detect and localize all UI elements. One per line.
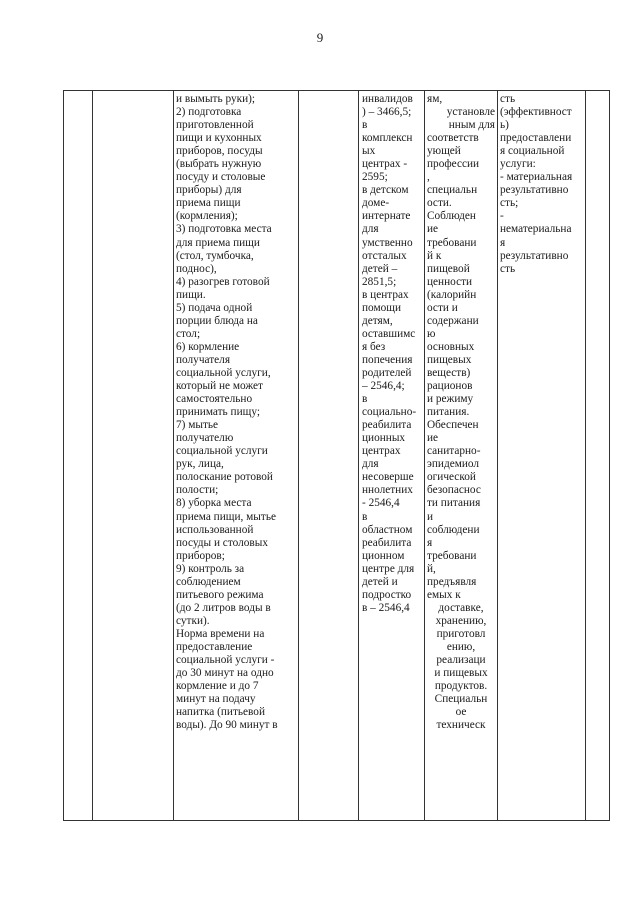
column-divider xyxy=(298,91,299,820)
text-line: социальной услуги - xyxy=(176,654,275,667)
text-line: приема пищи, мытье xyxy=(176,510,276,523)
text-line: пищевых xyxy=(427,353,472,366)
text-line: поднос), xyxy=(176,262,217,275)
text-line: 6) кормление xyxy=(176,340,240,353)
text-line: получателя xyxy=(176,353,231,366)
text-line: умственно xyxy=(362,236,413,249)
text-line: в центрах xyxy=(362,288,409,301)
text-line: воды). До 90 минут в xyxy=(176,719,278,732)
text-line: подростко xyxy=(362,588,412,601)
text-line: соответств xyxy=(427,132,479,145)
text-line: ) – 3466,5; xyxy=(362,106,412,119)
text-line: предъявля xyxy=(427,575,477,588)
text-line: я без xyxy=(362,340,386,353)
text-line: приборы) для xyxy=(176,184,242,197)
text-line: питания. xyxy=(427,406,470,419)
text-line: полости; xyxy=(176,484,219,497)
text-line: рационов xyxy=(427,380,473,393)
text-line: реализаци xyxy=(436,654,486,667)
text-line: ь) xyxy=(500,119,509,132)
text-line: комплексн xyxy=(362,132,413,145)
page-number: 9 xyxy=(316,30,324,45)
text-line: доме- xyxy=(362,197,390,210)
text-line: й к xyxy=(427,249,442,262)
text-line: для xyxy=(362,458,379,471)
text-line: 8) уборка места xyxy=(176,497,252,510)
text-line: для xyxy=(362,223,379,236)
text-line: 9) контроль за xyxy=(176,562,245,575)
text-line: - материальная xyxy=(500,171,573,184)
column-divider xyxy=(173,91,174,820)
text-line: приборов; xyxy=(176,549,225,562)
text-line: ценности xyxy=(427,275,473,288)
text-line: 2595; xyxy=(362,171,388,184)
text-line: социальной услуги, xyxy=(176,366,271,379)
text-line: техническ xyxy=(436,719,486,732)
text-line: попечения xyxy=(362,353,413,366)
text-line: детям, xyxy=(362,314,393,327)
text-line: пищевой xyxy=(427,262,470,275)
text-line: несоверше xyxy=(362,471,414,484)
text-line: основных xyxy=(427,340,475,353)
text-line: приема пищи xyxy=(176,197,241,210)
text-line: реабилита xyxy=(362,536,412,549)
column-divider xyxy=(585,91,586,820)
text-line: реабилита xyxy=(362,419,412,432)
text-line: ое xyxy=(455,706,467,719)
text-line: (стол, тумбочка, xyxy=(176,249,254,262)
text-line: (калорийн xyxy=(427,288,477,301)
text-line: предоставление xyxy=(176,640,253,653)
text-line: который не может xyxy=(176,380,263,393)
text-line: продуктов. xyxy=(434,680,488,693)
text-line: (выбрать нужную xyxy=(176,158,262,171)
text-line: нематериальна xyxy=(500,223,572,236)
text-line: в детском xyxy=(362,184,409,197)
text-line: приготовленной xyxy=(176,119,254,132)
text-line: самостоятельно xyxy=(176,393,253,406)
text-line: интернате xyxy=(362,210,411,223)
text-line: приготовл xyxy=(436,627,486,640)
text-line: (эффективност xyxy=(500,106,572,119)
text-line: полоскание ротовой xyxy=(176,471,273,484)
text-line: и вымыть руки); xyxy=(176,93,256,105)
text-line: ие xyxy=(427,432,439,445)
text-line: ости и xyxy=(427,301,458,314)
column-requirements xyxy=(427,93,495,732)
text-line: ению, xyxy=(446,640,476,653)
text-line: ие xyxy=(427,223,439,236)
text-line: родителей xyxy=(362,366,412,379)
text-line: напитка (питьевой xyxy=(176,706,266,719)
text-line: соблюдением xyxy=(176,575,241,588)
text-line: пищи. xyxy=(176,288,206,301)
text-line: требовани xyxy=(427,549,477,562)
text-line: порции блюда на xyxy=(176,314,258,327)
text-line: Специальн xyxy=(434,693,488,706)
text-line: Норма времени на xyxy=(176,627,265,640)
text-line: стол; xyxy=(176,327,201,340)
column-divider xyxy=(358,91,359,820)
text-line: детей – xyxy=(362,262,398,275)
text-line: доставке, xyxy=(438,601,484,614)
text-line: посуду и столовые xyxy=(176,171,266,184)
text-line: - 2546,4 xyxy=(362,497,400,510)
text-line: й, xyxy=(427,562,436,575)
text-line: социально- xyxy=(362,406,417,419)
text-line: в xyxy=(362,119,368,132)
text-line: я xyxy=(427,536,433,549)
text-line: в xyxy=(362,510,368,523)
text-line: ннолетних xyxy=(362,484,413,497)
text-line: в – 2546,4 xyxy=(362,601,410,614)
text-line: 4) разогрев готовой xyxy=(176,275,270,288)
text-line: санитарно- xyxy=(427,445,481,458)
text-line: 7) мытье xyxy=(176,419,219,432)
text-line: детей и xyxy=(362,575,398,588)
text-line: отсталых xyxy=(362,249,407,262)
text-line: ых xyxy=(362,145,376,158)
text-line: предоставлени xyxy=(500,132,572,145)
text-line: получателю xyxy=(176,432,234,445)
text-line: емых к xyxy=(427,588,461,601)
text-line: – 2546,4; xyxy=(362,380,405,393)
text-line: ям, xyxy=(427,93,443,105)
text-line: Соблюден xyxy=(427,210,476,223)
text-line: приборов, посуды xyxy=(176,145,263,158)
text-line: центрах xyxy=(362,445,401,458)
text-line: для приема пищи xyxy=(176,236,260,249)
text-line: веществ) xyxy=(427,366,471,379)
text-line: - xyxy=(500,210,504,223)
text-line: ующей xyxy=(427,145,461,158)
text-line: питьевого режима xyxy=(176,588,264,601)
text-line: использованной xyxy=(176,523,254,536)
column-service-content xyxy=(176,93,296,732)
text-line: областном xyxy=(362,523,413,536)
text-line: сть xyxy=(500,93,516,105)
text-line: 2851,5; xyxy=(362,275,397,288)
text-line: нным для xyxy=(448,119,495,132)
column-divider xyxy=(497,91,498,820)
text-line: соблюдени xyxy=(427,523,480,536)
text-line: (кормления); xyxy=(176,210,238,223)
text-line: инвалидов xyxy=(362,93,413,105)
text-line: требовани xyxy=(427,236,477,249)
text-line: эпидемиол xyxy=(427,458,480,471)
text-line: результативно xyxy=(500,249,569,262)
text-line: центре для xyxy=(362,562,415,575)
text-line: , xyxy=(427,171,430,184)
text-line: я социальной xyxy=(500,145,565,158)
text-line: хранению, xyxy=(435,614,487,627)
column-divider xyxy=(424,91,425,820)
text-line: ости. xyxy=(427,197,452,210)
text-line: сть; xyxy=(500,197,519,210)
text-line: пищи и кухонных xyxy=(176,132,262,145)
text-line: социальной услуги xyxy=(176,445,268,458)
text-line: в xyxy=(362,393,368,406)
text-line: принимать пищу; xyxy=(176,406,260,419)
text-line: огической xyxy=(427,471,476,484)
text-line: ю xyxy=(427,327,436,340)
text-line: установле xyxy=(446,106,495,119)
column-divider xyxy=(92,91,93,820)
text-line: профессии xyxy=(427,158,480,171)
text-line: и режиму xyxy=(427,393,474,406)
text-line: услуги: xyxy=(500,158,536,171)
text-line: рук, лица, xyxy=(176,458,224,471)
column-effectiveness xyxy=(500,93,583,276)
text-line: сть xyxy=(500,262,516,275)
text-line: ционных xyxy=(362,432,406,445)
text-line: и xyxy=(427,510,434,523)
text-line: я xyxy=(500,236,506,249)
text-line: минут на подачу xyxy=(176,693,256,706)
text-line: (до 2 литров воды в xyxy=(176,601,271,614)
text-line: ционном xyxy=(362,549,405,562)
text-line: посуды и столовых xyxy=(176,536,268,549)
text-line: оставшимс xyxy=(362,327,416,340)
text-line: кормление и до 7 xyxy=(176,680,259,693)
text-line: до 30 минут на одно xyxy=(176,667,274,680)
text-line: специальн xyxy=(427,184,478,197)
text-line: и пищевых xyxy=(434,667,488,680)
text-line: помощи xyxy=(362,301,402,314)
text-line: безопаснос xyxy=(427,484,481,497)
text-line: сутки). xyxy=(176,614,210,627)
text-line: результативно xyxy=(500,184,569,197)
text-line: 5) подача одной xyxy=(176,301,253,314)
column-tariff xyxy=(362,93,422,615)
text-line: 3) подготовка места xyxy=(176,223,272,236)
text-line: 2) подготовка xyxy=(176,106,242,119)
services-table xyxy=(63,90,610,821)
text-line: ти питания xyxy=(427,497,481,510)
text-line: центрах - xyxy=(362,158,408,171)
text-line: Обеспечен xyxy=(427,419,479,432)
text-line: содержани xyxy=(427,314,479,327)
